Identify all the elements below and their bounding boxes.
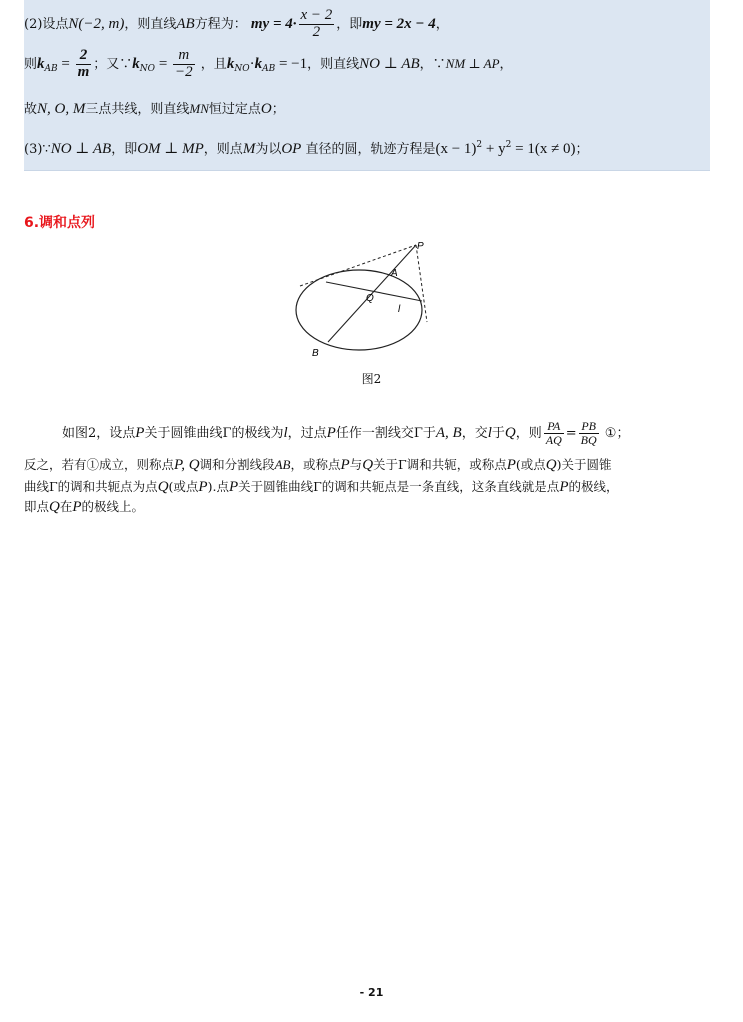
label-P: P bbox=[417, 241, 424, 252]
fraction: $\frac{PB}{BQ}$ bbox=[580, 419, 597, 447]
para-line-2: 反之，若有①成立，则称点P, Q调和分割线段AB，或称点P与Q关于Γ调和共轭，或称点P(或点Q)关于圆锥 bbox=[24, 457, 612, 473]
fraction: $\frac{PA}{AQ}$ bbox=[545, 419, 562, 447]
harmonic-figure bbox=[290, 238, 440, 360]
para-line-3: 曲线Γ的调和共轭点为点Q(或点P).点P关于圆锥曲线Γ的调和共轭点是一条直线，这条直线就是点P的极线， bbox=[24, 479, 619, 495]
solution-line-collinear: 故N, O, M三点共线，则直线MN恒过定点O； bbox=[24, 101, 285, 117]
tangent-line-1 bbox=[300, 245, 416, 286]
figure-caption: 图2 bbox=[361, 372, 382, 386]
label-B: B bbox=[312, 348, 319, 359]
label-A: A bbox=[391, 268, 398, 279]
label-Q: Q bbox=[366, 293, 374, 304]
label-l: l bbox=[398, 304, 401, 315]
para-line-4: 即点Q在P的极线上。 bbox=[24, 499, 145, 515]
page-number: - 21 bbox=[359, 986, 384, 999]
solution-line-3: (3)∵NO ⊥ AB，即OM ⊥ MP，则点M为以OP 直径的圆，轨迹方程是$(x - 1)^2 + y^2 = 1(x \ne 0)$； bbox=[24, 140, 589, 157]
solution-line-2: (2)设点N(−2, m)，则直线AB方程为： my = 4· $\frac{x - 2}{2}$ ，即my = 2x − 4， bbox=[24, 7, 449, 40]
fraction: $\frac{2}{m}$ bbox=[77, 47, 90, 80]
fraction: $\frac{x - 2}{2}$ bbox=[300, 7, 333, 40]
fraction: $\frac{m}{-2}$ bbox=[175, 47, 193, 80]
solution-line-slope: 则$k_{AB}$ = $\frac{2}{m}$ ；又$\because k_{NO}$ = $\frac{m}{-2}$ ，且$k_{NO}\cdot k_{AB} = -1$，则直线NO ⊥ AB，∵NM ⊥ AP， bbox=[24, 47, 513, 80]
para-line-1: 如图2，设点P关于圆锥曲线Γ的极线为l，过点P任作一割线交Γ于A, B，交l于Q，则 $\frac{PA}{AQ}$ = $\frac{PB}{BQ}$ ①； bbox=[62, 419, 630, 447]
ellipse-curve bbox=[296, 270, 422, 350]
section-heading: 6.调和点列 bbox=[24, 215, 96, 231]
